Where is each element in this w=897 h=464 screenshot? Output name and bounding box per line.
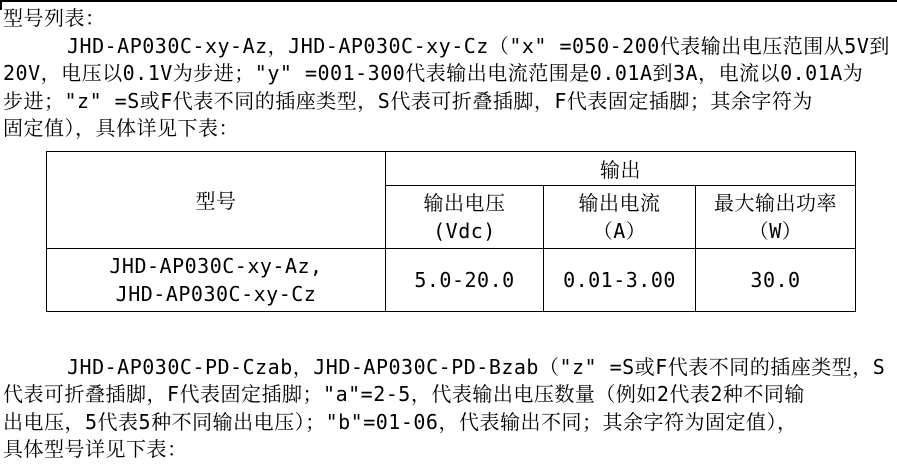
max-power-label: 最大输出功率	[714, 190, 837, 215]
table-header-model: 型号	[47, 151, 386, 248]
paragraph2-line-4: 具体型号详见下表：	[3, 437, 188, 461]
paragraph2-line-1: JHD-AP030C-PD-Czab，JHD-AP030C-PD-Bzab（"z" =S或F代表不同的插座类型，S	[67, 354, 886, 379]
table-header-output-current	[544, 185, 696, 248]
output-voltage-label: 输出电压	[423, 190, 506, 215]
section-heading: 型号列表：	[3, 6, 106, 30]
paragraph1-line-3: 步进；"z" =S或F代表不同的插座类型，S代表可折叠插脚，F代表固定插脚；其余字符为	[3, 88, 813, 113]
paragraph-model-series-2	[3, 354, 897, 464]
paragraph-model-series-1	[3, 33, 897, 143]
cell-max-output-power: 30.0	[696, 248, 856, 311]
table-header-output-group: 输出	[386, 151, 856, 185]
table-header-output-voltage	[386, 185, 544, 248]
paragraph1-line-1: JHD-AP030C-xy-Az，JHD-AP030C-xy-Cz（"x" =050-200代表输出电压范围从5V到	[67, 33, 890, 58]
paragraph1-line-4: 固定值），具体详见下表：	[3, 116, 239, 140]
cell-model-names	[47, 248, 386, 311]
table-row-group-header	[47, 151, 856, 185]
model-name-line-2: JHD-AP030C-xy-Cz	[115, 281, 317, 306]
max-power-unit: （W）	[748, 218, 803, 243]
paragraph2-line-2: 代表可折叠插脚，F代表固定插脚；"a"=2-5，代表输出电压数量（例如2代表2种不同输	[3, 382, 805, 406]
cell-output-current: 0.01-3.00	[544, 248, 696, 311]
model-name-line-1: JHD-AP030C-xy-Az,	[109, 253, 323, 278]
cell-output-voltage: 5.0-20.0	[386, 248, 544, 311]
table-row	[47, 248, 856, 311]
paragraph1-line-2: 20V，电压以0.1V为步进；"y" =001-300代表输出电流范围是0.01A到3A，电流以0.01A为	[3, 61, 864, 85]
top-left-edge-tick	[0, 0, 2, 10]
output-current-unit: （A）	[592, 218, 647, 243]
top-edge-rule	[0, 0, 897, 2]
output-current-label: 输出电流	[578, 190, 661, 215]
model-spec-table	[46, 151, 856, 312]
output-voltage-unit: (Vdc)	[433, 218, 496, 243]
paragraph2-line-3: 出电压，5代表5种不同输出电压）；"b"=01-06，代表输出不同；其余字符为固定值），	[3, 409, 798, 434]
table-header-max-power	[696, 185, 856, 248]
